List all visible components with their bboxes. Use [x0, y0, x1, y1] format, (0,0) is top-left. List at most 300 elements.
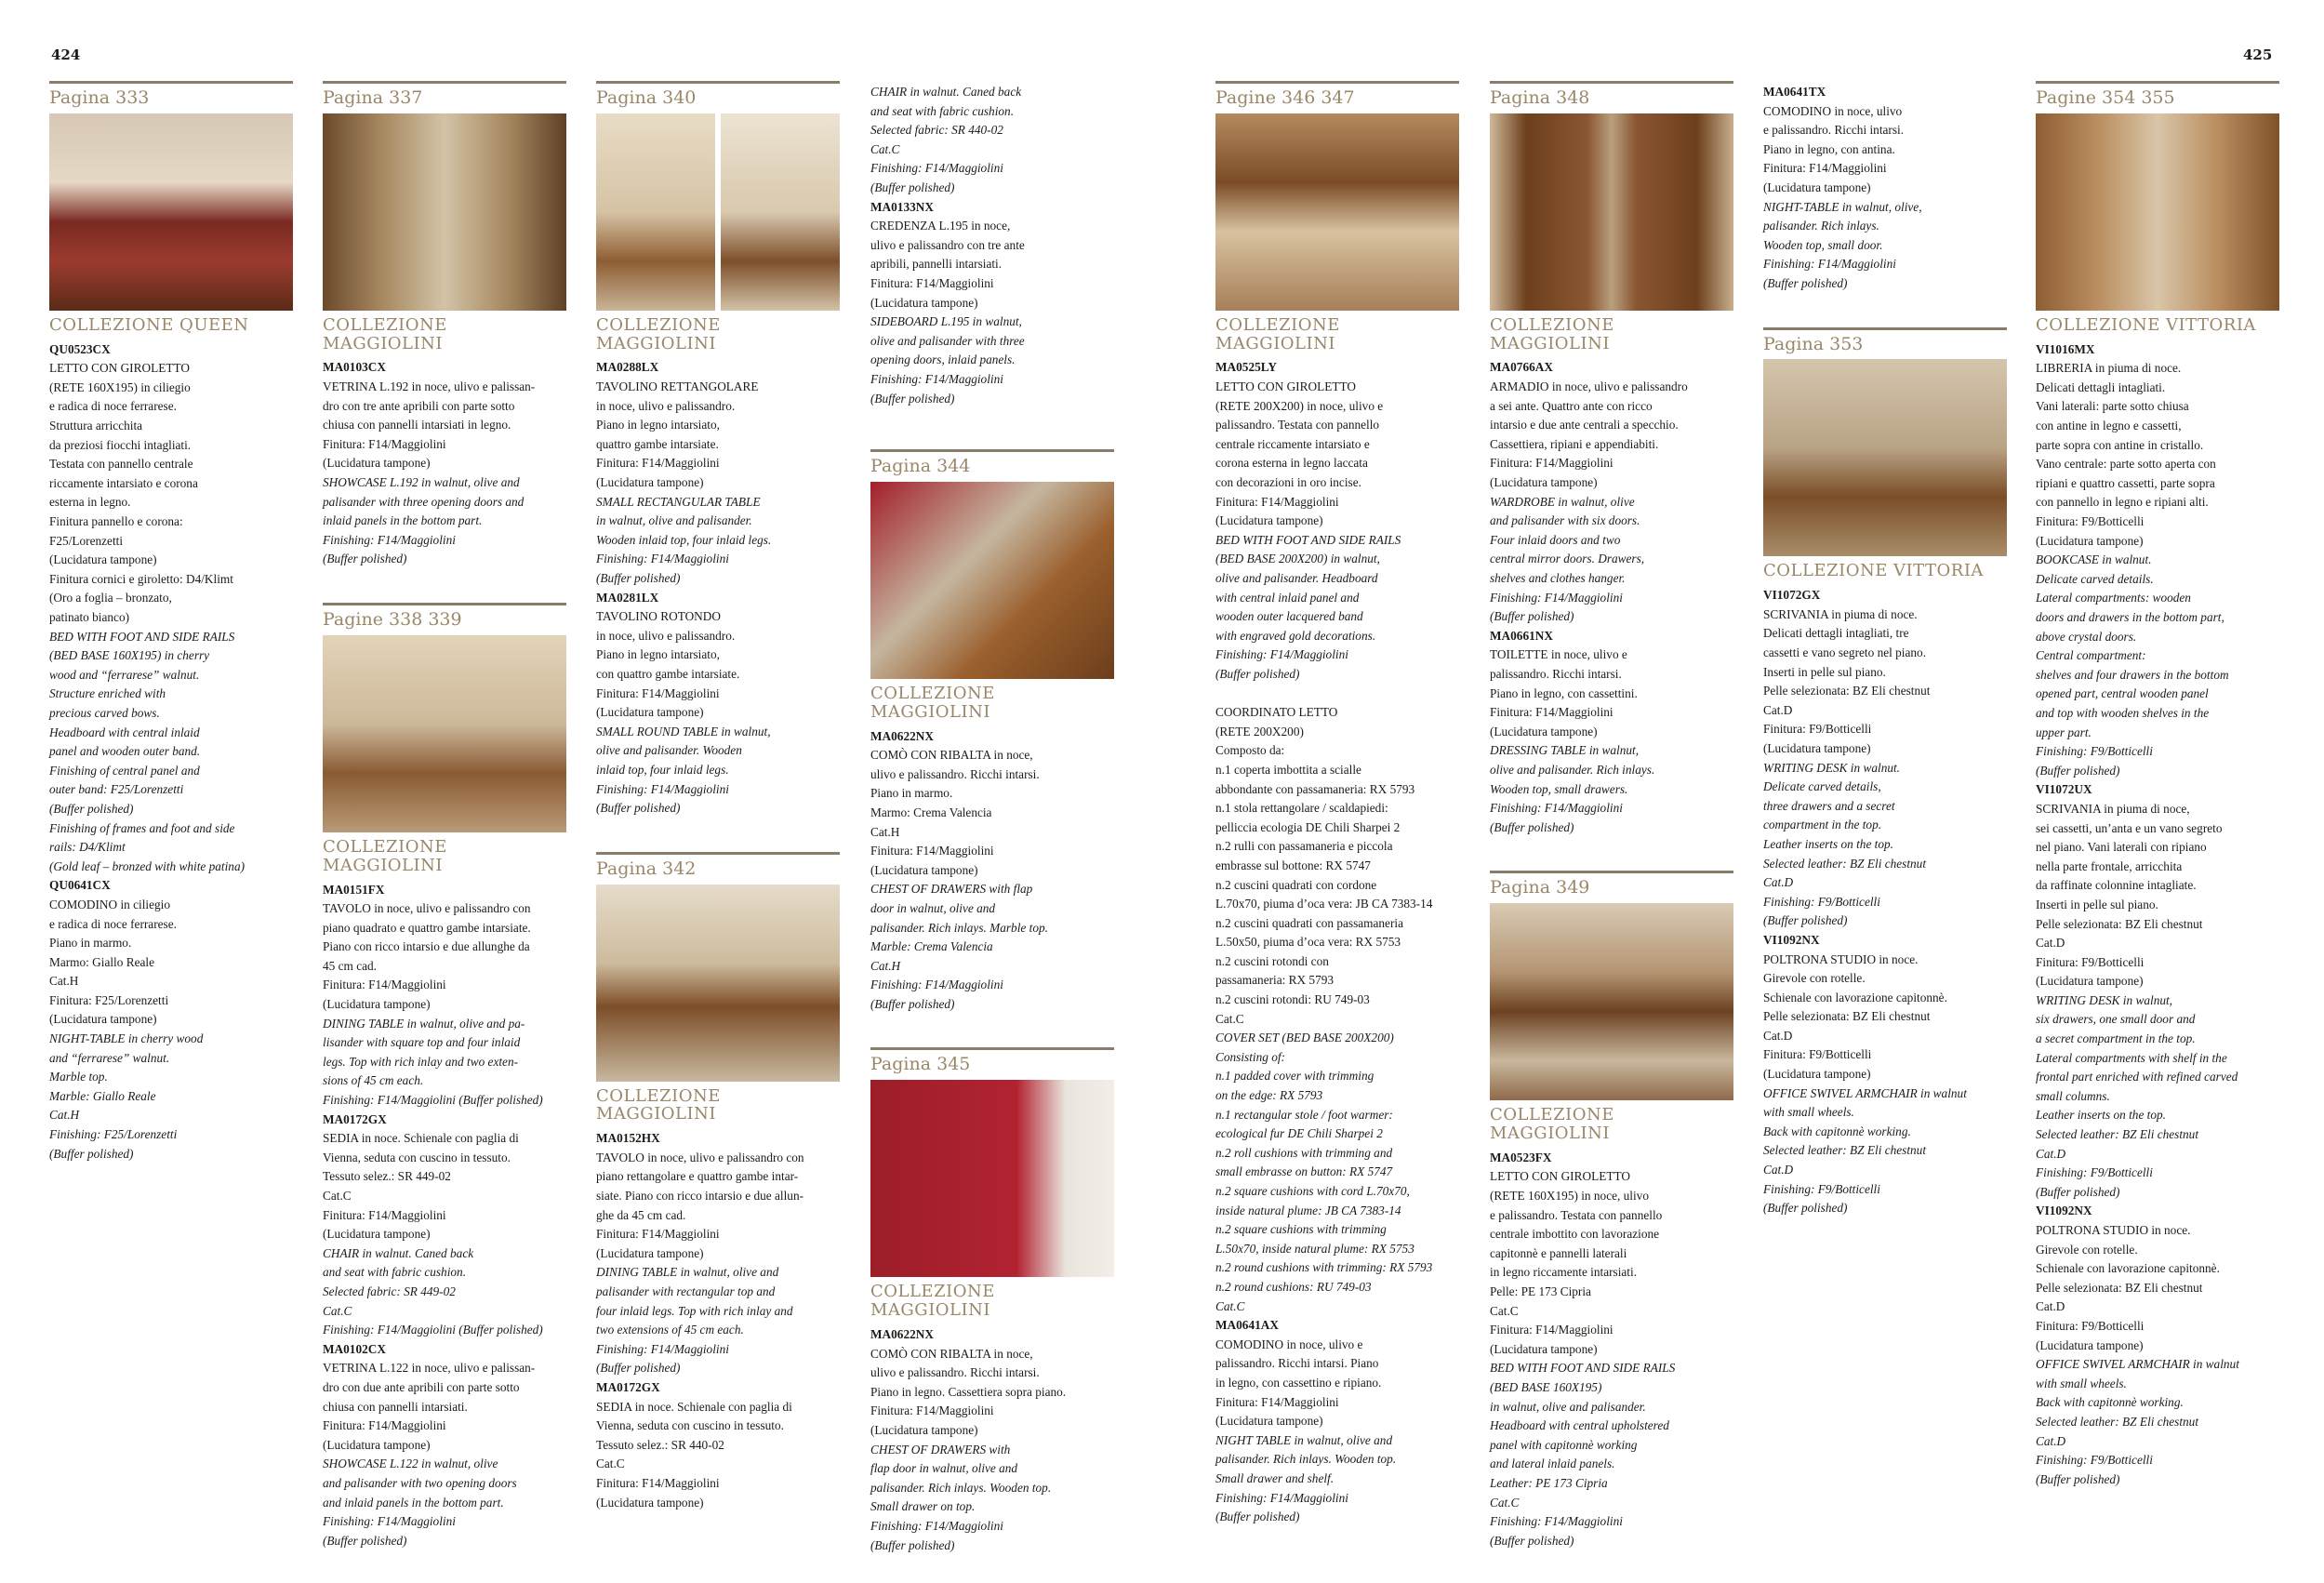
- collection-title: COLLEZIONE MAGGIOLINI: [1215, 314, 1340, 353]
- description-line-en: small embrasse on button: RX 5747: [1215, 1164, 1393, 1179]
- description-line-en: Wooden top, small drawers.: [1490, 781, 1628, 796]
- description-line-it: ulivo e palissandro. Ricchi intarsi.: [870, 766, 1040, 781]
- description-line-en: (Buffer polished): [2036, 1184, 2120, 1199]
- product-code: MA0172GX: [323, 1111, 387, 1126]
- description-line-en: wood and “ferrarese” walnut.: [49, 667, 200, 682]
- description-line-it: Finitura: F14/Maggiolini: [596, 685, 720, 700]
- page-reference: Pagina 349: [1490, 877, 1590, 898]
- column-2: [323, 81, 566, 1550]
- description-line-en: Selected leather: BZ Eli chestnut: [1763, 1143, 1927, 1158]
- description-line-it: Piano in legno, con cassettini.: [1490, 685, 1638, 700]
- description-line-it: piano rettangolare e quattro gambe intar-: [596, 1169, 799, 1184]
- description-line-en: Finishing: F14/Maggiolini: [870, 1518, 1003, 1533]
- description-line-it: Finitura: F14/Maggiolini: [1490, 456, 1614, 471]
- description-line-en: Lateral compartments with shelf in the: [2036, 1050, 2227, 1065]
- column-6: [1490, 81, 1733, 1550]
- description-line-en: NIGHT-TABLE in cherry wood: [49, 1031, 204, 1046]
- description-line-en: Headboard with central upholstered: [1490, 1418, 1669, 1433]
- product-code: MA0523FX: [1490, 1150, 1552, 1164]
- description-line-en: DINING TABLE in walnut, olive and: [596, 1265, 779, 1280]
- description-line-en: Wooden inlaid top, four inlaid legs.: [596, 532, 772, 547]
- description-line-it: siate. Piano con ricco intarsio e due allun-: [596, 1189, 804, 1203]
- description-line-it: (Lucidatura tampone): [870, 862, 978, 877]
- description-line-en: compartment in the top.: [1763, 818, 1882, 832]
- description-line-en: (BED BASE 160X195): [1490, 1379, 1602, 1394]
- collection-title: COLLEZIONE MAGGIOLINI: [870, 683, 995, 722]
- description-line-it: L.50x50, piuma d’oca vera: RX 5753: [1215, 935, 1401, 950]
- description-line-en: outer band: F25/Lorenzetti: [49, 782, 184, 797]
- description-line-it: Delicati dettagli intagliati, tre: [1763, 626, 1909, 641]
- description-line-it: embrasse sul bottone: RX 5747: [1215, 858, 1371, 872]
- collection-title: COLLEZIONE MAGGIOLINI: [596, 1085, 721, 1124]
- description-line-en: (Buffer polished): [1215, 666, 1300, 681]
- description-line-it: Finitura: F14/Maggiolini: [1490, 1323, 1614, 1337]
- description-line-en: palisander. Rich inlays.: [1763, 219, 1879, 233]
- page-reference: Pagina 333: [49, 87, 150, 108]
- description-line-it: in noce, ulivo e palissandro.: [596, 398, 736, 413]
- description-line-it: (Lucidatura tampone): [2036, 533, 2144, 548]
- description-line-en: WRITING DESK in walnut,: [2036, 992, 2173, 1007]
- product-entry: [870, 83, 1114, 198]
- description-line-it: esterna in legno.: [49, 495, 131, 510]
- description-line-it: Girevole con rotelle.: [2036, 1242, 2138, 1257]
- description-line-it: Piano in legno, con antina.: [1763, 141, 1895, 156]
- description-line-en: (Buffer polished): [596, 571, 681, 586]
- description-line-it: palissandro. Testata con pannello: [1215, 418, 1380, 432]
- description-line-en: door in walnut, olive and: [870, 900, 996, 915]
- description-line-en: (Buffer polished): [1490, 819, 1574, 834]
- page-reference: Pagina 340: [596, 87, 697, 108]
- description-line-it: 45 cm cad.: [323, 958, 377, 973]
- description-line-en: OFFICE SWIVEL ARMCHAIR in walnut: [2036, 1357, 2239, 1372]
- description-line-en: doors and drawers in the bottom part,: [2036, 610, 2224, 624]
- description-line-it: (Lucidatura tampone): [2036, 1337, 2144, 1352]
- description-line-it: a sei ante. Quattro ante con ricco: [1490, 398, 1653, 413]
- description-line-it: e radica di noce ferrarese.: [49, 916, 177, 931]
- description-line-en: NIGHT TABLE in walnut, olive and: [1215, 1432, 1393, 1447]
- description-line-it: (RETE 200X200) in noce, ulivo e: [1215, 398, 1384, 413]
- description-line-it: (Oro a foglia – bronzato,: [49, 591, 172, 605]
- description-line-en: SMALL RECTANGULAR TABLE: [596, 494, 761, 509]
- description-line-en: ecological fur DE Chili Sharpei 2: [1215, 1126, 1383, 1141]
- description-line-en: Finishing: F14/Maggiolini (Buffer polished): [323, 1323, 543, 1337]
- description-line-it: VETRINA L.122 in noce, ulivo e palissan-: [323, 1361, 536, 1376]
- description-line-it: POLTRONA STUDIO in noce.: [1763, 951, 1919, 966]
- description-line-it: Finitura: F14/Maggiolini: [323, 1418, 446, 1433]
- product-entry: [49, 876, 293, 1164]
- product-entry: [323, 881, 566, 1111]
- description-line-en: WARDROBE in walnut, olive: [1490, 494, 1635, 509]
- description-line-it: Cat.H: [49, 974, 79, 989]
- column-4: [870, 83, 1114, 1555]
- product-entry: [596, 1129, 840, 1378]
- photo-dining-table: [596, 885, 840, 1082]
- description-line-en: Selected leather: BZ Eli chestnut: [2036, 1414, 2199, 1429]
- product-code: MA0661NX: [1490, 628, 1553, 643]
- description-line-it: parte sopra con antine in cristallo.: [2036, 437, 2204, 452]
- description-line-it: (Lucidatura tampone): [323, 1437, 431, 1452]
- product-code: MA0641TX: [1763, 85, 1826, 99]
- product-entry: [1215, 358, 1459, 684]
- description-line-it: ghe da 45 cm cad.: [596, 1207, 686, 1222]
- description-line-it: in noce, ulivo e palissandro.: [596, 628, 736, 643]
- section-rule: [596, 81, 840, 84]
- description-line-en: and palisander with two opening doors: [323, 1475, 517, 1490]
- description-line-en: palisander with rectangular top and: [596, 1284, 776, 1298]
- description-line-en: Consisting of:: [1215, 1049, 1285, 1064]
- description-line-en: n.1 rectangular stole / foot warmer:: [1215, 1107, 1393, 1122]
- product-code: VI1092NX: [2036, 1204, 2092, 1218]
- description-line-it: (Lucidatura tampone): [1490, 1341, 1598, 1356]
- description-line-en: (Buffer polished): [323, 552, 407, 566]
- description-line-it: VETRINA L.192 in noce, ulivo e palissan-: [323, 379, 536, 394]
- column-5: [1215, 81, 1459, 1527]
- description-line-en: (Buffer polished): [596, 801, 681, 816]
- description-line-it: Struttura arricchita: [49, 419, 143, 433]
- description-line-en: Finishing: F14/Maggiolini: [870, 978, 1003, 992]
- product-code: QU0523CX: [49, 341, 111, 356]
- description-line-en: BED WITH FOOT AND SIDE RAILS: [49, 629, 235, 644]
- description-line-en: Small drawer on top.: [870, 1499, 976, 1514]
- description-line-it: Piano in legno intarsiato,: [596, 418, 720, 432]
- product-entry: [1490, 627, 1733, 838]
- photo-library-study: [2036, 113, 2279, 311]
- description-line-it: Finitura: F14/Maggiolini: [323, 978, 446, 992]
- description-line-it: Finitura: F14/Maggiolini: [870, 275, 994, 290]
- description-line-it: Delicati dettagli intagliati.: [2036, 379, 2166, 394]
- description-line-it: Finitura: F14/Maggiolini: [1215, 494, 1339, 509]
- description-line-en: BED WITH FOOT AND SIDE RAILS: [1490, 1361, 1676, 1376]
- description-line-it: (Lucidatura tampone): [1763, 740, 1871, 755]
- description-line-it: Testata con pannello centrale: [49, 457, 193, 472]
- description-line-en: n.1 padded cover with trimming: [1215, 1069, 1374, 1084]
- description-line-en: (Buffer polished): [323, 1533, 407, 1548]
- product-entry: [870, 727, 1114, 1015]
- description-line-en: BOOKCASE in walnut.: [2036, 552, 2152, 567]
- description-line-en: rails: D4/Klimt: [49, 840, 126, 855]
- description-line-it: (Lucidatura tampone): [1763, 1067, 1871, 1082]
- description-line-en: Structure enriched with: [49, 686, 166, 701]
- description-line-en: SIDEBOARD L.195 in walnut,: [870, 314, 1022, 329]
- product-code: MA0766AX: [1490, 360, 1553, 375]
- description-line-en: Finishing of frames and foot and side: [49, 820, 235, 835]
- photo-chest-of-drawers: [870, 482, 1114, 679]
- description-line-it: apribili, pannelli intarsiati.: [870, 257, 1003, 272]
- description-line-it: Cat.D: [2036, 1299, 2065, 1314]
- description-line-it: centrale riccamente intarsiato e: [1215, 436, 1370, 451]
- description-line-it: dro con tre ante apribili con parte sotto: [323, 398, 515, 413]
- collection-title: COLLEZIONE QUEEN: [49, 314, 249, 335]
- product-code: MA0172GX: [596, 1379, 660, 1394]
- description-line-en: Four inlaid doors and two: [1490, 532, 1621, 547]
- description-line-it: L.70x70, piuma d’oca vera: JB CA 7383-14: [1215, 897, 1433, 911]
- description-line-it: ulivo e palissandro. Ricchi intarsi.: [870, 1365, 1040, 1380]
- collection-title: COLLEZIONE MAGGIOLINI: [1490, 1105, 1614, 1144]
- description-line-it: palissandro. Ricchi intarsi.: [1490, 666, 1622, 681]
- description-line-it: Tessuto selez.: SR 440-02: [596, 1437, 724, 1452]
- description-line-it: dro con due ante apribili con parte sotto: [323, 1379, 520, 1394]
- section-rule: [1763, 327, 2007, 330]
- product-code: MA0525LY: [1215, 360, 1277, 375]
- description-line-en: Finishing: F25/Lorenzetti: [49, 1127, 178, 1142]
- description-line-it: (RETE 200X200): [1215, 724, 1304, 738]
- page-reference: Pagina 348: [1490, 87, 1590, 108]
- description-line-en: six drawers, one small door and: [2036, 1012, 2196, 1027]
- description-line-it: Piano in legno intarsiato,: [596, 647, 720, 662]
- description-line-en: Finishing: F14/Maggiolini: [1490, 801, 1623, 816]
- description-line-it: TAVOLO in noce, ulivo e palissandro con: [323, 901, 531, 916]
- description-line-en: on the edge: RX 5793: [1215, 1088, 1323, 1103]
- description-line-it: COMÒ CON RIBALTA in noce,: [870, 748, 1033, 763]
- section-rule: [1490, 81, 1733, 84]
- description-line-it: Finitura: F14/Maggiolini: [870, 844, 994, 858]
- description-line-en: Finishing: F9/Botticelli: [2036, 1165, 2153, 1180]
- description-line-en: DINING TABLE in walnut, olive and pa-: [323, 1016, 525, 1031]
- description-line-en: and palisander with six doors.: [1490, 513, 1640, 528]
- description-line-en: CHEST OF DRAWERS with flap: [870, 882, 1033, 897]
- photo-bedroom-queen: [49, 113, 293, 311]
- product-code: MA0152HX: [596, 1131, 660, 1146]
- description-line-it: LETTO CON GIROLETTO: [49, 361, 190, 376]
- description-line-en: Finishing: F9/Botticelli: [2036, 744, 2153, 759]
- product-code: MA0133NX: [870, 199, 934, 214]
- description-line-it: (Lucidatura tampone): [1490, 475, 1598, 490]
- description-line-it: COMODINO in noce, ulivo e: [1215, 1337, 1363, 1351]
- description-line-it: patinato bianco): [49, 610, 130, 624]
- photo-dining-room: [323, 635, 566, 832]
- collection-title: COLLEZIONE MAGGIOLINI: [596, 314, 721, 353]
- description-line-en: n.2 round cushions with trimming: RX 5793: [1215, 1260, 1433, 1275]
- product-entry: [596, 589, 840, 818]
- description-line-en: Finishing: F14/Maggiolini: [596, 1341, 729, 1356]
- product-code: MA0622NX: [870, 728, 934, 743]
- description-line-it: Finitura cornici e giroletto: D4/Klimt: [49, 571, 233, 586]
- description-line-en: Cat.H: [49, 1108, 80, 1123]
- description-line-it: TAVOLO in noce, ulivo e palissandro con: [596, 1150, 804, 1164]
- product-code: VI1072GX: [1763, 588, 1821, 603]
- description-line-en: Finishing: F14/Maggiolini: [596, 552, 729, 566]
- description-line-en: Finishing: F14/Maggiolini: [870, 371, 1003, 386]
- description-line-it: (Lucidatura tampone): [1763, 180, 1871, 194]
- description-line-it: Finitura: F14/Maggiolini: [1215, 1394, 1339, 1409]
- product-entry: [49, 340, 293, 877]
- description-line-it: (Lucidatura tampone): [1490, 724, 1598, 738]
- description-line-en: olive and palisander. Rich inlays.: [1490, 762, 1655, 777]
- product-entry: [1215, 685, 1459, 1317]
- description-line-it: e palissandro. Ricchi intarsi.: [1763, 123, 1905, 138]
- description-line-en: (Buffer polished): [49, 1146, 134, 1161]
- description-line-it: SCRIVANIA in piuma di noce,: [2036, 801, 2190, 816]
- description-line-en: wooden outer lacquered band: [1215, 609, 1363, 624]
- description-line-it: Piano in legno. Cassettiera sopra piano.: [870, 1384, 1067, 1399]
- description-line-en: and seat with fabric cushion.: [323, 1265, 467, 1280]
- description-line-en: CHEST OF DRAWERS with: [870, 1442, 1011, 1457]
- description-line-it: abbondante con passamaneria: RX 5793: [1215, 781, 1415, 796]
- description-line-en: Cat.H: [870, 958, 901, 973]
- product-entry: [1490, 358, 1733, 626]
- description-line-en: Selected leather: BZ Eli chestnut: [2036, 1127, 2199, 1142]
- description-line-it: F25/Lorenzetti: [49, 533, 124, 548]
- description-line-en: Finishing: F14/Maggiolini: [870, 161, 1003, 176]
- description-line-it: n.2 cuscini quadrati con cordone: [1215, 877, 1377, 892]
- product-entry: [2036, 340, 2279, 781]
- description-line-it: n.2 cuscini rotondi: RU 749-03: [1215, 992, 1370, 1007]
- page-reference: Pagine 354 355: [2036, 87, 2175, 108]
- description-line-it: sei cassetti, un’anta e un vano segreto: [2036, 820, 2223, 835]
- description-line-en: Delicate carved details,: [1763, 779, 1881, 794]
- description-line-en: Leather: PE 173 Cipria: [1490, 1475, 1608, 1490]
- description-line-en: CHAIR in walnut. Caned back: [323, 1245, 474, 1260]
- page-number-right: 425: [2243, 47, 2273, 63]
- product-entry: [2036, 1202, 2279, 1489]
- description-line-en: (Buffer polished): [49, 801, 134, 816]
- description-line-it: con pannello in legno e ripiani alti.: [2036, 495, 2209, 510]
- description-line-en: Marble top.: [49, 1070, 108, 1084]
- description-line-en: with central inlaid panel and: [1215, 590, 1360, 605]
- section-rule: [49, 81, 293, 84]
- product-entry: [1490, 1149, 1733, 1550]
- description-line-en: Finishing: F14/Maggiolini: [1763, 257, 1896, 272]
- description-line-it: Cat.D: [1763, 1028, 1793, 1043]
- description-line-it: in legno, con cassettino e ripiano.: [1215, 1375, 1382, 1390]
- description-line-en: central mirror doors. Drawers,: [1490, 552, 1645, 566]
- description-line-it: Finitura: F14/Maggiolini: [596, 1475, 720, 1490]
- description-line-en: (BED BASE 160X195) in cherry: [49, 648, 210, 663]
- description-line-en: with small wheels.: [2036, 1376, 2127, 1390]
- description-line-it: Cat.H: [870, 824, 900, 839]
- description-line-it: (RETE 160X195) in ciliegio: [49, 379, 191, 394]
- product-entry: [870, 198, 1114, 409]
- description-line-en: (Buffer polished): [1763, 913, 1848, 928]
- description-line-it: SCRIVANIA in piuma di noce.: [1763, 606, 1918, 621]
- description-line-it: Inserti in pelle sul piano.: [2036, 897, 2158, 911]
- description-line-en: (Buffer polished): [1215, 1510, 1300, 1524]
- description-line-it: n.1 coperta imbottita a scialle: [1215, 762, 1361, 777]
- description-line-en: Back with capitonnè working.: [1763, 1124, 1911, 1138]
- description-line-en: Marble: Crema Valencia: [870, 939, 993, 954]
- product-code: MA0102CX: [323, 1341, 386, 1356]
- page-reference: Pagina 353: [1763, 333, 1864, 354]
- description-line-it: (RETE 160X195) in noce, ulivo: [1490, 1189, 1649, 1203]
- description-line-it: Finitura: F14/Maggiolini: [1763, 161, 1887, 176]
- product-entry: [870, 1325, 1114, 1555]
- description-line-en: NIGHT-TABLE in walnut, olive,: [1763, 199, 1922, 214]
- description-line-en: SMALL ROUND TABLE in walnut,: [596, 724, 771, 738]
- section-rule: [596, 852, 840, 855]
- description-line-it: Finitura: F9/Botticelli: [1763, 722, 1872, 737]
- description-line-en: Finishing: F14/Maggiolini: [323, 532, 456, 547]
- description-line-en: in walnut, olive and palisander.: [1490, 1399, 1646, 1414]
- description-line-it: Finitura: F14/Maggiolini: [596, 1227, 720, 1242]
- description-line-en: Cat.D: [1763, 1163, 1794, 1177]
- description-line-it: TOILETTE in noce, ulivo e: [1490, 647, 1627, 662]
- description-line-en: inside natural plume: JB CA 7383-14: [1215, 1203, 1401, 1217]
- description-line-it: n.2 rulli con passamaneria e piccola: [1215, 839, 1393, 854]
- description-line-it: nella parte frontale, arricchita: [2036, 858, 2183, 873]
- photo-wardrobe: [1490, 113, 1733, 311]
- description-line-it: Cassettiera, ripiani e appendiabiti.: [1490, 436, 1659, 451]
- description-line-it: Cat.D: [1763, 702, 1793, 717]
- description-line-en: Cat.D: [2036, 1146, 2066, 1161]
- product-entry: [1763, 586, 2007, 931]
- product-entry: [323, 358, 566, 569]
- description-line-en: panel with capitonnè working: [1490, 1437, 1638, 1452]
- description-line-it: cassetti e vano segreto nel piano.: [1763, 645, 1927, 659]
- description-line-en: olive and palisander. Wooden: [596, 743, 742, 758]
- description-line-it: (Lucidatura tampone): [870, 1422, 978, 1437]
- description-line-en: opening doors, inlaid panels.: [870, 353, 1016, 367]
- description-line-en: olive and palisander with three: [870, 333, 1025, 348]
- description-line-it: Pelle selezionata: BZ Eli chestnut: [2036, 916, 2203, 931]
- product-entry: [323, 1340, 566, 1551]
- column-7: [1763, 83, 2007, 1218]
- description-line-en: Finishing: F14/Maggiolini: [596, 781, 729, 796]
- description-line-it: passamaneria: RX 5793: [1215, 973, 1335, 988]
- description-line-it: chiusa con pannelli intarsiati in legno.: [323, 418, 511, 432]
- description-line-en: Cat.C: [870, 141, 900, 156]
- description-line-it: (Lucidatura tampone): [323, 1227, 431, 1242]
- description-line-en: Selected leather: BZ Eli chestnut: [1763, 856, 1927, 871]
- description-line-en: Finishing: F14/Maggiolini: [1490, 590, 1623, 605]
- description-line-it: e radica di noce ferrarese.: [49, 399, 177, 414]
- description-line-en: above crystal doors.: [2036, 629, 2137, 644]
- description-line-en: opened part, central wooden panel: [2036, 686, 2209, 701]
- description-line-it: Tessuto selez.: SR 449-02: [323, 1169, 451, 1184]
- description-line-it: con antine in legno e cassetti,: [2036, 419, 2182, 433]
- description-line-en: (Buffer polished): [2036, 763, 2120, 778]
- description-line-it: Piano in marmo.: [49, 936, 132, 951]
- description-line-en: Leather inserts on the top.: [2036, 1108, 2166, 1123]
- description-line-en: COVER SET (BED BASE 200X200): [1215, 1031, 1394, 1045]
- description-line-it: Pelle selezionata: BZ Eli chestnut: [1763, 684, 1931, 698]
- description-line-en: with small wheels.: [1763, 1105, 1854, 1120]
- description-line-it: Inserti in pelle sul piano.: [1763, 664, 1886, 679]
- photo-bedroom-capitonne: [1490, 903, 1733, 1100]
- page-number-left: 424: [51, 47, 81, 63]
- description-line-it: (Lucidatura tampone): [323, 456, 431, 471]
- description-line-it: Pelle: PE 173 Cipria: [1490, 1284, 1591, 1298]
- description-line-it: piano quadrato e quattro gambe intarsiate.: [323, 920, 531, 935]
- product-entry: [1763, 83, 2007, 294]
- description-line-en: CHAIR in walnut. Caned back: [870, 85, 1022, 99]
- description-line-it: [1215, 685, 1459, 704]
- description-line-it: riccamente intarsiato e corona: [49, 475, 198, 490]
- description-line-it: Schienale con lavorazione capitonnè.: [2036, 1261, 2220, 1276]
- photo-writing-desk: [1763, 359, 2007, 556]
- description-line-en: (Buffer polished): [2036, 1471, 2120, 1486]
- description-line-en: (Buffer polished): [1763, 275, 1848, 290]
- description-line-it: (Lucidatura tampone): [596, 1245, 704, 1260]
- description-line-en: Wooden top, small door.: [1763, 237, 1883, 252]
- description-line-it: Finitura: F14/Maggiolini: [870, 1403, 994, 1418]
- description-line-it: Finitura: F25/Lorenzetti: [49, 992, 169, 1007]
- product-code: VI1092NX: [1763, 932, 1820, 947]
- description-line-en: Selected fabric: SR 440-02: [870, 123, 1003, 138]
- description-line-en: n.2 square cushions with trimming: [1215, 1222, 1387, 1237]
- description-line-en: palisander. Rich inlays. Wooden top.: [1215, 1452, 1397, 1467]
- description-line-en: and lateral inlaid panels.: [1490, 1457, 1615, 1471]
- page-reference: Pagina 337: [323, 87, 423, 108]
- description-line-it: Cat.C: [1490, 1303, 1519, 1318]
- description-line-it: Finitura: F9/Botticelli: [2036, 1318, 2145, 1333]
- product-code: MA0288LX: [596, 360, 659, 375]
- description-line-en: (BED BASE 200X200) in walnut,: [1215, 552, 1380, 566]
- description-line-it: Vano centrale: parte sotto aperta con: [2036, 457, 2216, 472]
- description-line-it: n.1 stola rettangolare / scaldapiedi:: [1215, 801, 1388, 816]
- description-line-it: SEDIA in noce. Schienale con paglia di: [596, 1399, 792, 1414]
- description-line-en: shelves and four drawers in the bottom: [2036, 667, 2229, 682]
- description-line-it: Vienna, seduta con cuscino in tessuto.: [323, 1150, 511, 1164]
